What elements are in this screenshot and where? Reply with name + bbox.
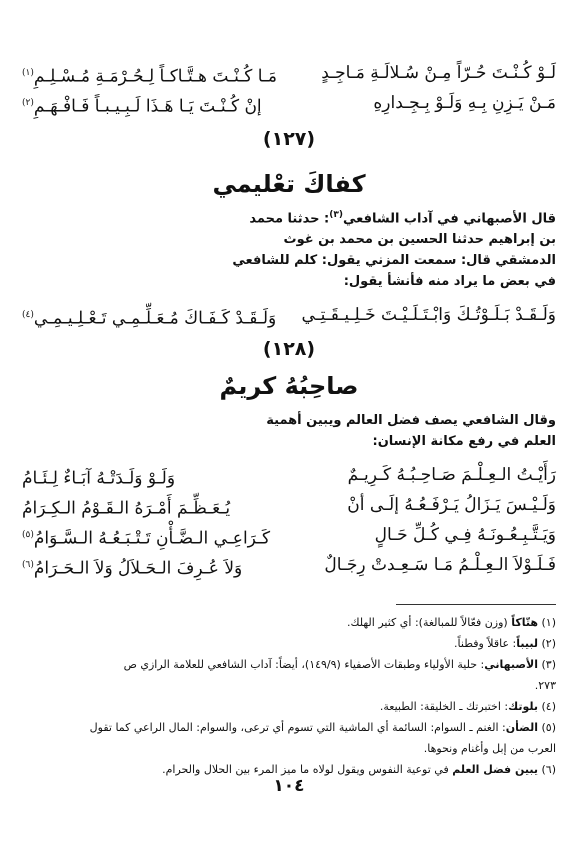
section-number: (١٢٨)	[262, 338, 316, 360]
verse-text: وَلَـقَـدْ كَـفَـاكَ مُـعَـلِّـمِـي تَـعْـلِـيـمِـي	[33, 308, 277, 329]
intro-line: العلم في رفع مكانة الإنسان:	[372, 434, 556, 449]
intro-line: الدمشقي قال: سمعت المزني يقول: كلم للشافعي	[232, 253, 556, 269]
intro-line: قال الأصبهاني في آداب الشافعي$^{(٣)}$: حدثنا محمد	[249, 210, 556, 227]
footnote: (٢) لبيباً: عاقلاً وفطناً.	[454, 637, 556, 650]
verse-row	[22, 90, 556, 120]
verse-first-hemistich: فَـلَـوْلاَ الـعِـلْـمُ مَـا سَـعِـدتْ رِجَـالٌ	[324, 555, 556, 575]
verse-row	[22, 522, 556, 552]
verse-row	[22, 462, 556, 492]
verse-text: يُـعَـظِّـمَ أَمْـرَهُ الـقَـوْمُ الـكِـرَامُ	[22, 498, 231, 519]
intro-line: في بعض ما يراد منه فأنشأ يقول:	[343, 274, 556, 290]
verse-text: إنْ كُـنْـتَ يَـا هَـذَا لَـبِـيـبـاً فَـافْـهَـمِ	[33, 96, 262, 117]
footnote-continuation: ٢٧٣.	[534, 679, 556, 692]
verse-first-hemistich: وَيَـتَّـبِـعُـونَـهُ فِـي كُـلِّ حَـالٍ	[374, 525, 556, 545]
footnote-ref: (٢)	[22, 98, 34, 108]
footnote: (٦) يبين فضل العلم في توعية النفوس ويقول لولاه ما ميز المرء بين الحلال والحرام.	[162, 763, 556, 776]
section-number: (١٢٧)	[262, 128, 316, 150]
verse-row	[22, 552, 556, 582]
footnote: (٥) الضأن: الغنم ـ السوام: السائمة أي الماشية التي تسوم أي ترعى، والسوام: المال الراعي كما تقول	[89, 721, 556, 734]
page-number: ١٠٤	[273, 776, 305, 796]
verse-text: وَلاَ عُـرِفَ الـحَـلاَلُ وَلاَ الـحَـرَامُ	[33, 558, 243, 579]
footnote: (١) هتّاكاً (وزن فعّالاً للمبالغة): أي كثير الهلك.	[346, 616, 556, 629]
footnote-ref: (١)	[22, 68, 34, 78]
verse-second-hemistich	[22, 552, 242, 582]
intro-line: وقال الشافعي يصف فضل العالم ويبين أهمية	[266, 413, 556, 428]
verse-first-hemistich: مَـنْ يَـزِنِ بِـهِ وَلَـوْ بِـجِـدارِهِ	[373, 93, 556, 113]
verse-first-hemistich: وَلَـيْـسَ يَـزَالُ يَـرْفَـعُـهُ إلَـى أنْ	[347, 495, 556, 515]
verse-second-hemistich	[22, 492, 230, 522]
verse-text: كَـرَاعِـي الـضَّـأْنِ تَـتْـبَـعُـهُ الـسَّـوَامُ	[33, 528, 271, 549]
section-title: كفاكَ تعْليمي	[212, 170, 366, 198]
verse-second-hemistich	[22, 60, 277, 90]
footnote: (٣) الأصبهاني: حلية الأولياء وطبقات الأصفياء (١٤٩/٩)، أيضاً: آداب الشافعي للعلامة الرازي ص	[123, 658, 556, 671]
verse-text: مَـا كُـنْـتَ هـتَّـاكـاً لِـحُـرْمَـةِ مُـسْـلِـمِ	[33, 66, 277, 87]
footnote-ref: (٦)	[22, 560, 34, 570]
verse-first-hemistich: لَـوْ كُـنْـتَ حُـرّاً مِـنْ سُـلالَـةِ مَـاجِـدٍ	[321, 63, 556, 83]
intro-line: بن إبراهيم حدثنا الحسين بن محمد بن غوث	[283, 232, 556, 248]
footnote: (٤) بلوتك: اختبرتك ـ الخليقة: الطبيعة.	[379, 700, 556, 713]
verse-row	[22, 60, 556, 90]
footnote-ref: (٥)	[22, 530, 34, 540]
footnote-ref: (٣)	[329, 210, 343, 220]
section-title: صاحِبُهُ كريمٌ	[219, 372, 359, 400]
verse-second-hemistich	[22, 302, 276, 332]
footnote-ref: (٤)	[22, 310, 34, 320]
footnote-separator	[396, 604, 556, 605]
verse-second-hemistich	[22, 90, 262, 120]
verse-first-hemistich: وَلَـقَـدْ بَـلَـوْتُـكَ وَابْـتَـلَـيْـتَ خَـلِـيـقَـتِـي	[301, 305, 556, 325]
verse-row	[22, 492, 556, 522]
verse-first-hemistich: رَأَيْـتُ الـعِـلْـمَ صَـاحِـبُـهُ كَـرِيـمٌ	[347, 465, 556, 485]
verse-second-hemistich	[22, 522, 270, 552]
verse-text: وَلَـوْ وَلَـدَتْـهُ آبَـاءٌ لِـئَـامُ	[22, 468, 176, 489]
footnote-continuation: العرب من إبل وأغنام ونحوها.	[423, 742, 556, 755]
verse-row	[22, 302, 556, 332]
footnotes	[22, 612, 556, 780]
verse-second-hemistich	[22, 462, 175, 492]
intro-paragraph	[36, 410, 556, 452]
intro-paragraph	[36, 205, 556, 292]
